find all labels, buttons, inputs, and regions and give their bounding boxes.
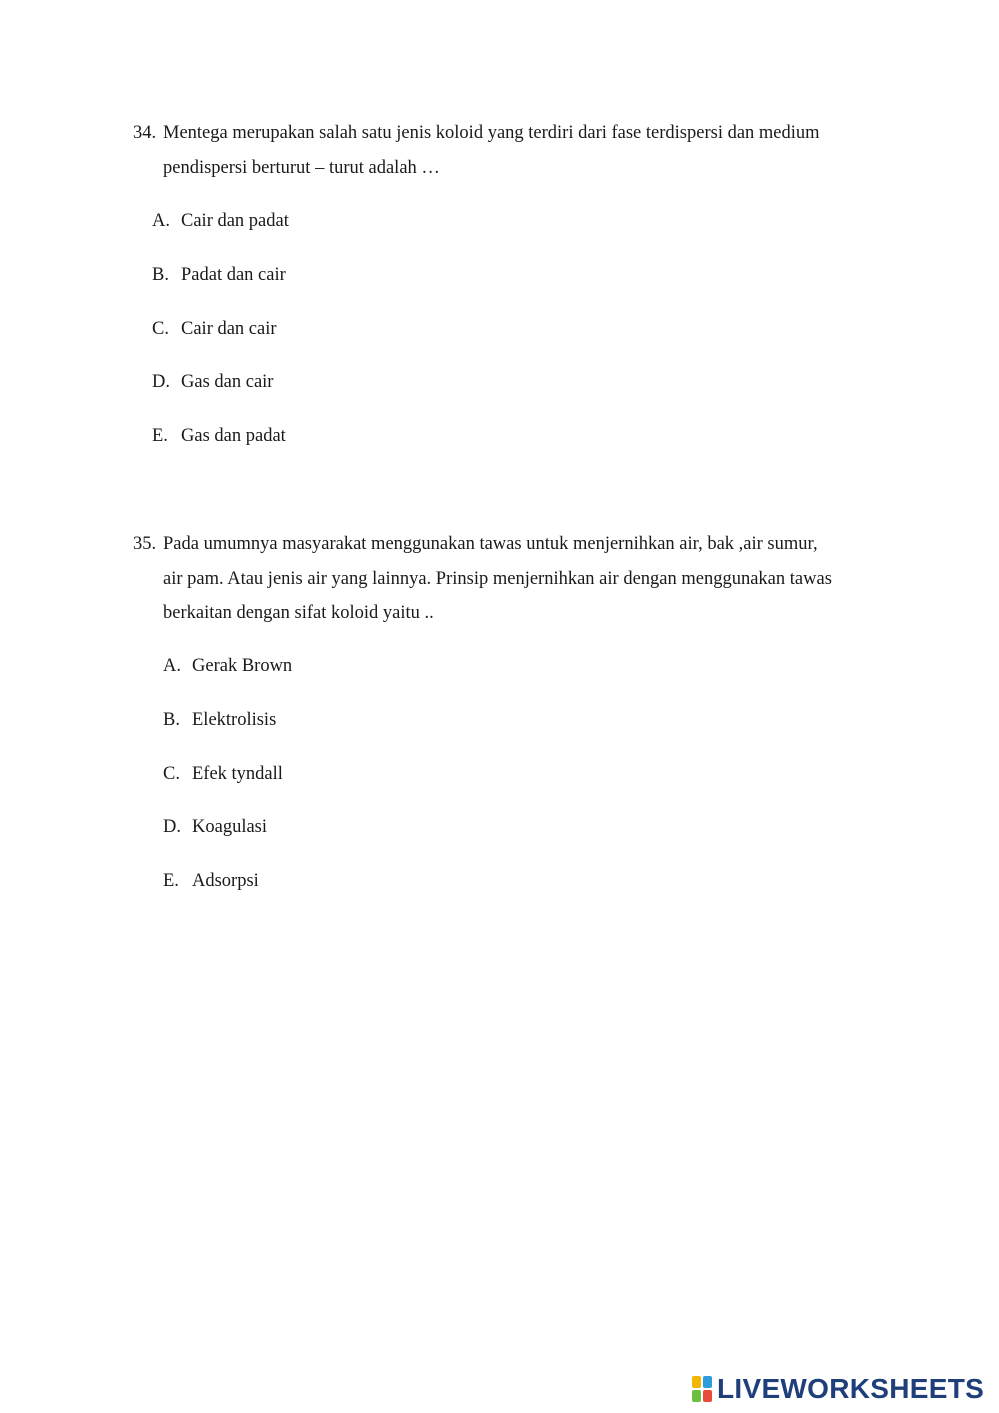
question-34-line-1: 34. Mentega merupakan salah satu jenis koloid yang terdiri dari fase terdispersi dan medium [133,116,893,151]
question-35-line-1: 35. Pada umumnya masyarakat menggunakan tawas untuk menjernihkan air, bak ,air sumur, [133,527,893,562]
question-34-option-c[interactable]: C. Cair dan cair [152,319,277,339]
question-34-line-2: pendispersi berturut – turut adalah … [163,157,440,178]
question-34 [133,116,893,185]
question-35-option-c[interactable]: C. Efek tyndall [163,764,283,784]
question-35-line-3: berkaitan dengan sifat koloid yaitu .. [163,603,434,623]
question-34-option-b[interactable]: B. Padat dan cair [152,265,286,285]
logo-square-3 [692,1390,701,1402]
question-34-number: 34. [133,123,157,143]
question-35-option-d[interactable]: D. Koagulasi [163,817,268,837]
liveworksheets-watermark [692,1373,984,1405]
question-35-option-b[interactable]: B. Elektrolisis [163,710,277,730]
question-35 [133,527,893,631]
watermark-text: LIVEWORKSHEETS [717,1373,985,1404]
question-35-number: 35. [133,534,157,554]
question-35-option-a[interactable]: A. Gerak Brown [163,656,293,676]
question-35-line-2: air pam. Atau jenis air yang lainnya. Prinsip menjernihkan air dengan menggunakan tawas [163,568,832,589]
logo-square-1 [692,1376,701,1388]
question-35-option-e[interactable]: E. Adsorpsi [163,871,259,891]
liveworksheets-logo-icon [692,1376,712,1402]
logo-square-4 [703,1390,712,1402]
question-34-option-a[interactable]: A. Cair dan padat [152,211,289,231]
logo-square-2 [703,1376,712,1388]
question-34-option-d[interactable]: D. Gas dan cair [152,372,274,392]
question-34-option-e[interactable]: E. Gas dan padat [152,426,286,446]
